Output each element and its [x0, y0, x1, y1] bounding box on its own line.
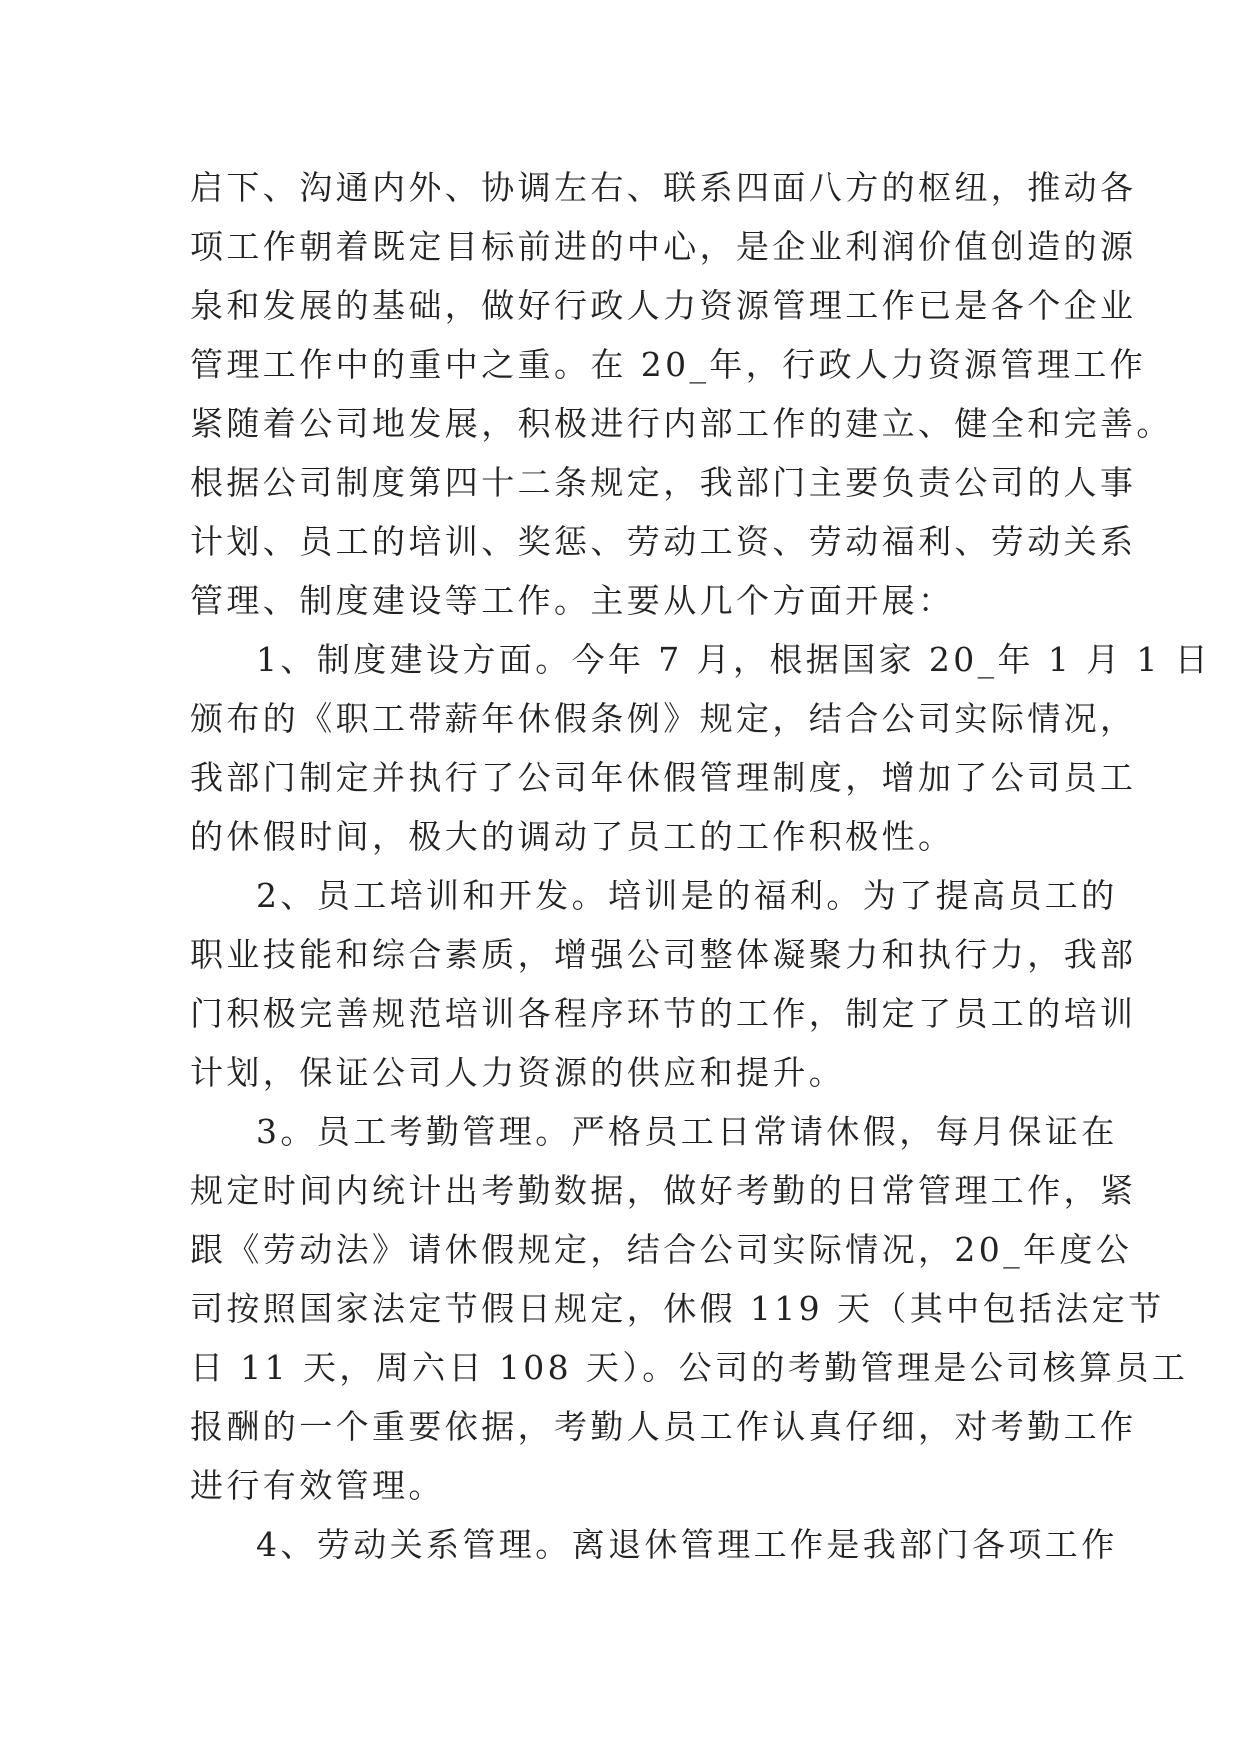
paragraph-1-start: 1、制度建设方面。今年 7 月，根据国家 20_年 1 月 1 日 [256, 640, 1212, 679]
text-line: 规定时间内统计出考勤数据，做好考勤的日常管理工作，紧 [190, 1171, 1137, 1210]
text-line: 计划，保证公司人力资源的供应和提升。 [190, 1053, 846, 1092]
text-line: 启下、沟通内外、协调左右、联系四面八方的枢纽，推动各 [190, 168, 1137, 207]
text-line: 进行有效管理。 [190, 1466, 445, 1505]
text-line: 职业技能和综合素质，增强公司整体凝聚力和执行力，我部 [190, 935, 1137, 974]
text-line: 我部门制定并执行了公司年休假管理制度，增加了公司员工 [190, 758, 1137, 797]
text-line: 根据公司制度第四十二条规定，我部门主要负责公司的人事 [190, 463, 1137, 502]
paragraph-4-start: 4、劳动关系管理。离退休管理工作是我部门各项工作 [256, 1525, 1118, 1564]
text-line: 颁布的《职工带薪年休假条例》规定，结合公司实际情况， [190, 699, 1137, 738]
text-line: 管理、制度建设等工作。主要从几个方面开展： [190, 581, 955, 620]
text-line: 门积极完善规范培训各程序环节的工作，制定了员工的培训 [190, 994, 1137, 1033]
text-line: 计划、员工的培训、奖惩、劳动工资、劳动福利、劳动关系 [190, 522, 1137, 561]
text-line: 紧随着公司地发展，积极进行内部工作的建立、健全和完善。 [190, 404, 1173, 443]
paragraph-2-start: 2、员工培训和开发。培训是的福利。为了提高员工的 [256, 876, 1118, 915]
text-line: 泉和发展的基础，做好行政人力资源管理工作已是各个企业 [190, 286, 1137, 325]
paragraph-3-start: 3。员工考勤管理。严格员工日常请休假，每月保证在 [256, 1112, 1118, 1151]
text-line: 管理工作中的重中之重。在 20_年，行政人力资源管理工作 [190, 345, 1147, 384]
text-line: 的休假时间，极大的调动了员工的工作积极性。 [190, 817, 955, 856]
text-line: 跟《劳动法》请休假规定，结合公司实际情况，20_年度公 [190, 1230, 1133, 1269]
text-line: 司按照国家法定节假日规定，休假 119 天（其中包括法定节 [190, 1289, 1165, 1328]
text-line: 项工作朝着既定目标前进的中心，是企业利润价值创造的源 [190, 227, 1137, 266]
text-line: 报酬的一个重要依据，考勤人员工作认真仔细，对考勤工作 [190, 1407, 1137, 1446]
text-line: 日 11 天，周六日 108 天）。公司的考勤管理是公司核算员工 [190, 1348, 1189, 1387]
body-text [190, 158, 1212, 1574]
